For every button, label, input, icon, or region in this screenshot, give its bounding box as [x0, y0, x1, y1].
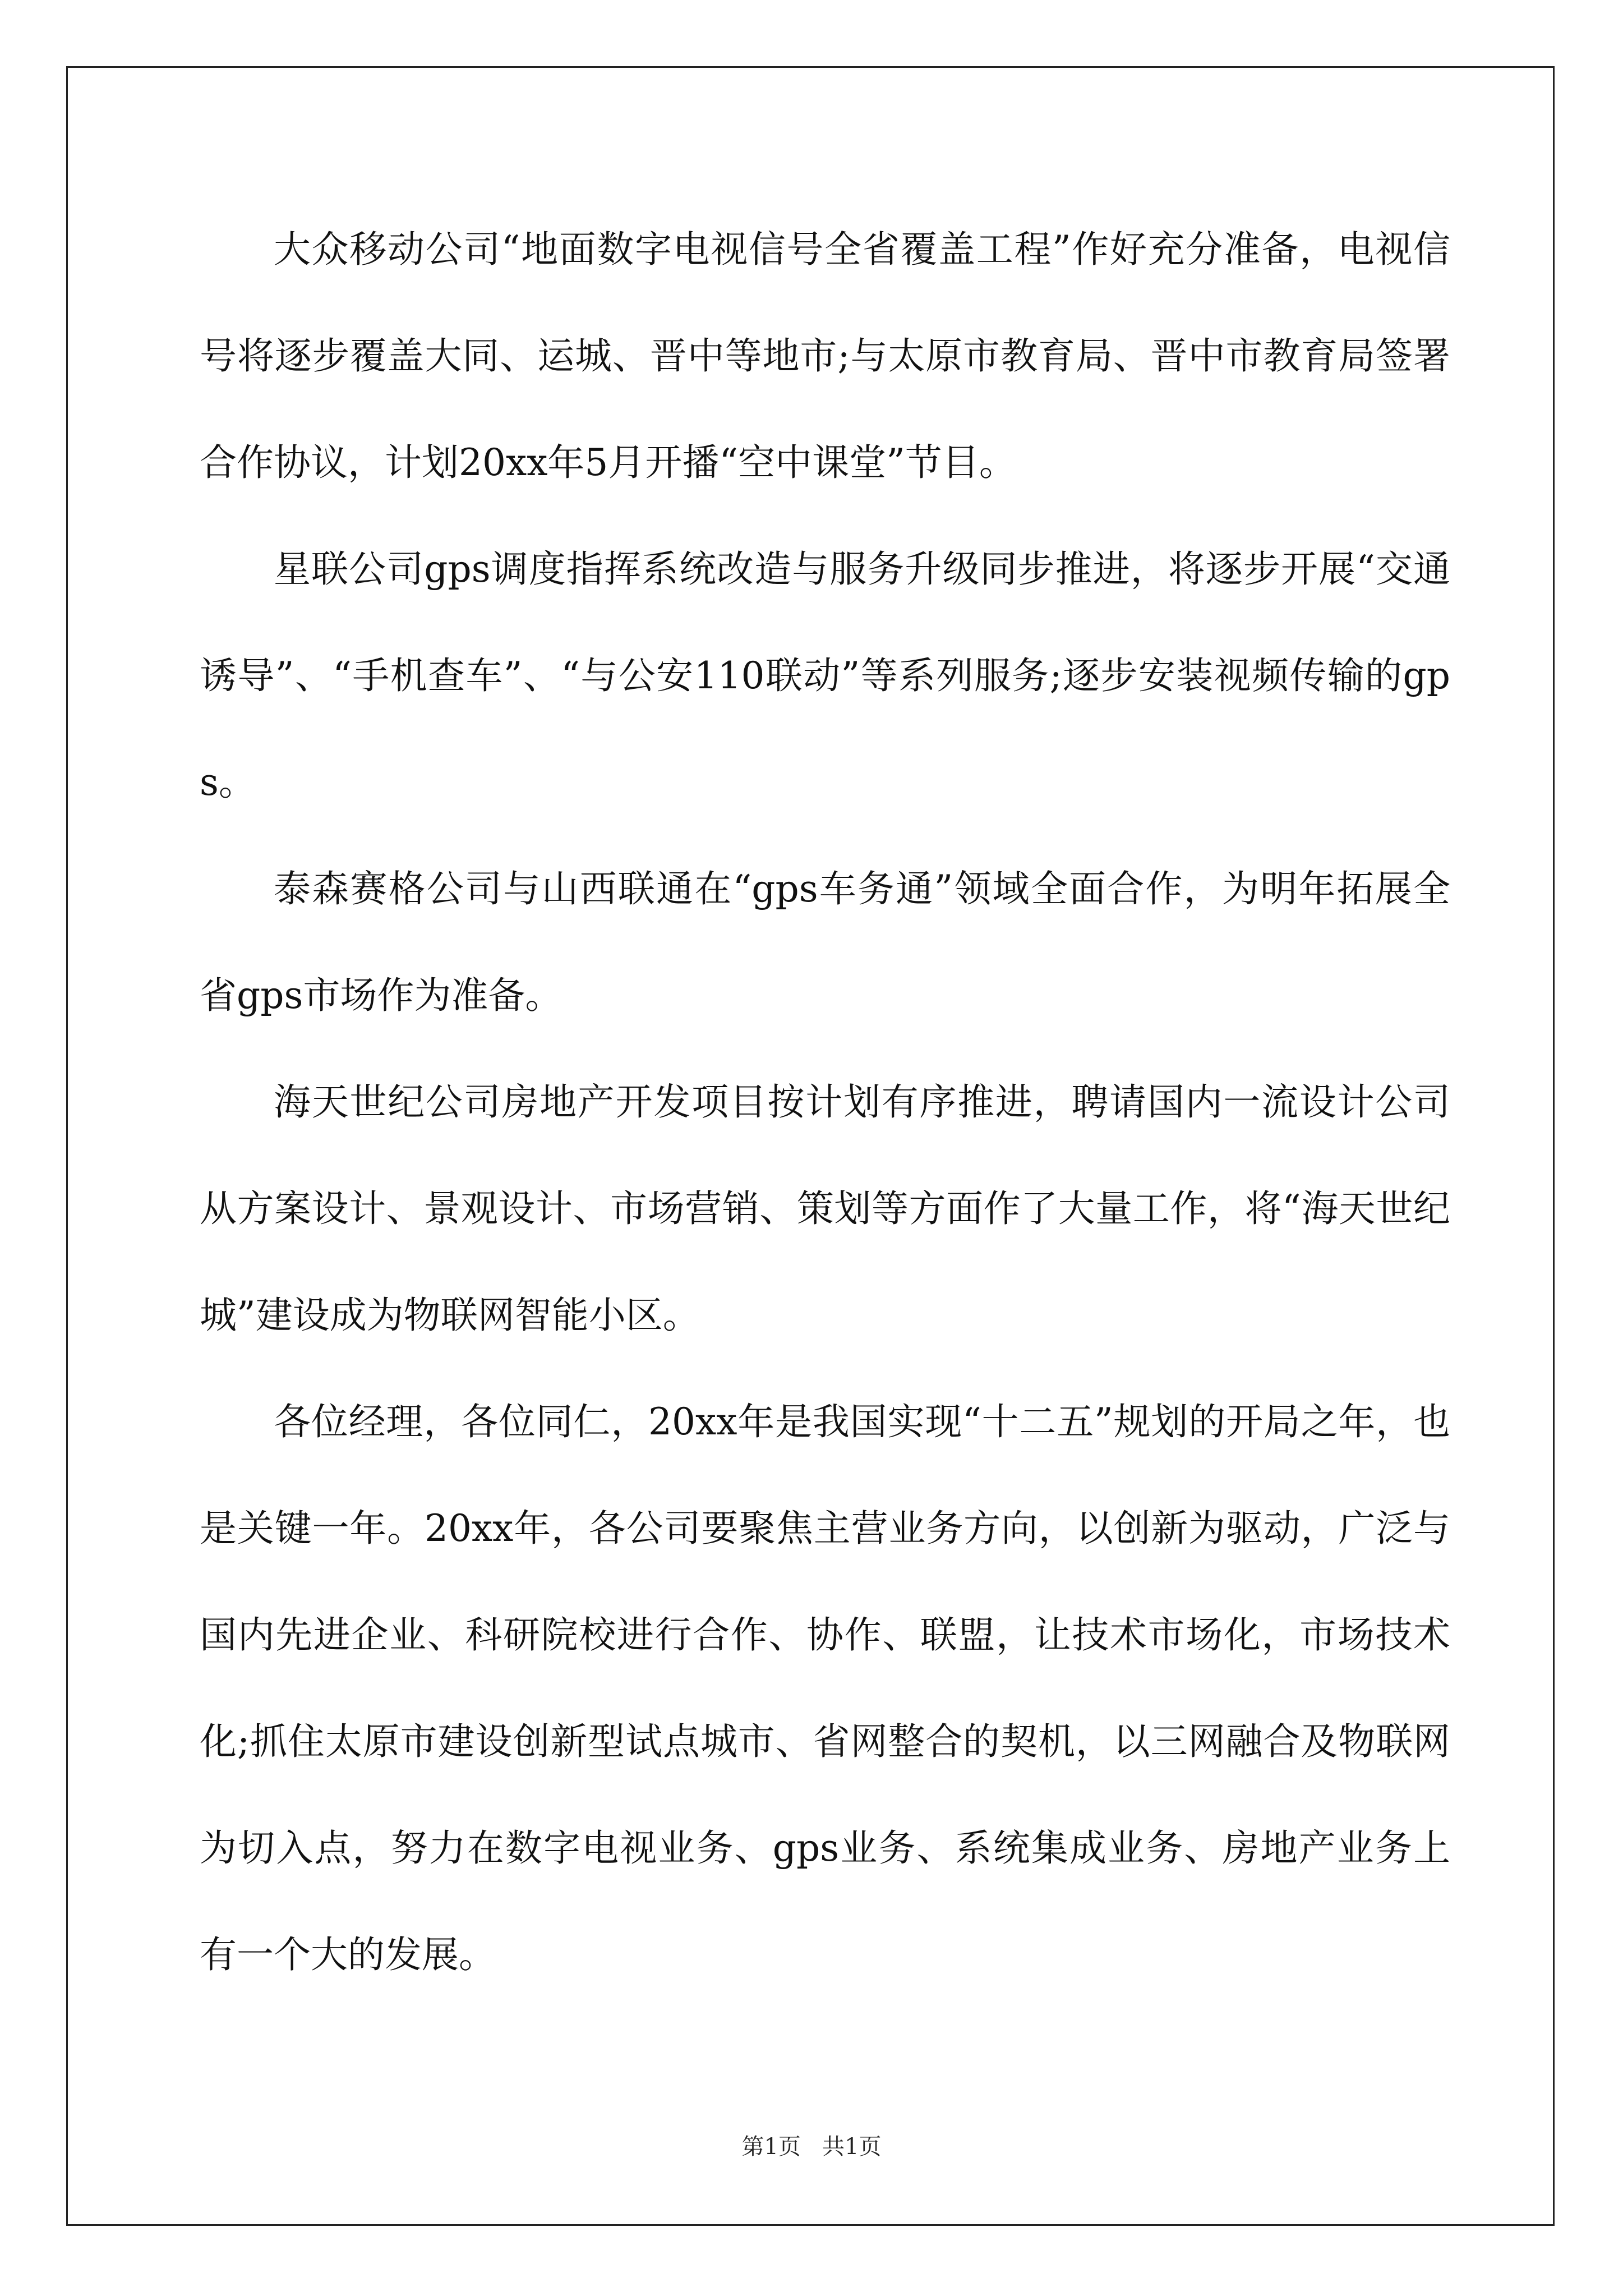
paragraph-closing-remarks: 各位经理，各位同仁，20xx年是我国实现“十二五”规划的开局之年，也是关键一年。20xx年，各公司要聚焦主营业务方向，以创新为驱动，广泛与国内先进企业、科研院校进行合作、协作、联盟，让技术市场化，市场技术化;抓住太原市建设创新型试点城市、省网整合的契机，以三网融合及物联网为切入点，努力在数字电视业务、gps业务、系统集成业务、房地产业务上有一个大的发展。 [200, 1400, 1450, 1976]
paragraph-haitian-century: 海天世纪公司房地产开发项目按计划有序推进，聘请国内一流设计公司从方案设计、景观设计、市场营销、策划等方面作了大量工作，将“海天世纪城”建设成为物联网智能小区。 [200, 1080, 1450, 1337]
paragraph-xinglian-gps: 星联公司gps调度指挥系统改造与服务升级同步推进，将逐步开展“交通诱导”、“手机查车”、“与公安110联动”等系列服务;逐步安装视频传输的gps。 [200, 547, 1450, 804]
paragraph-dazhong-mobile: 大众移动公司“地面数字电视信号全省覆盖工程”作好充分准备，电视信号将逐步覆盖大同、运城、晋中等地市;与太原市教育局、晋中市教育局签署合作协议，计划20xx年5月开播“空中课堂”节目。 [200, 228, 1450, 484]
document-body [200, 196, 1450, 2008]
page-number-footer: 第1页 共1页 [741, 2134, 882, 2160]
paragraph-taisen-saige: 泰森赛格公司与山西联通在“gps车务通”领域全面合作，为明年拓展全省gps市场作为准备。 [200, 867, 1450, 1017]
